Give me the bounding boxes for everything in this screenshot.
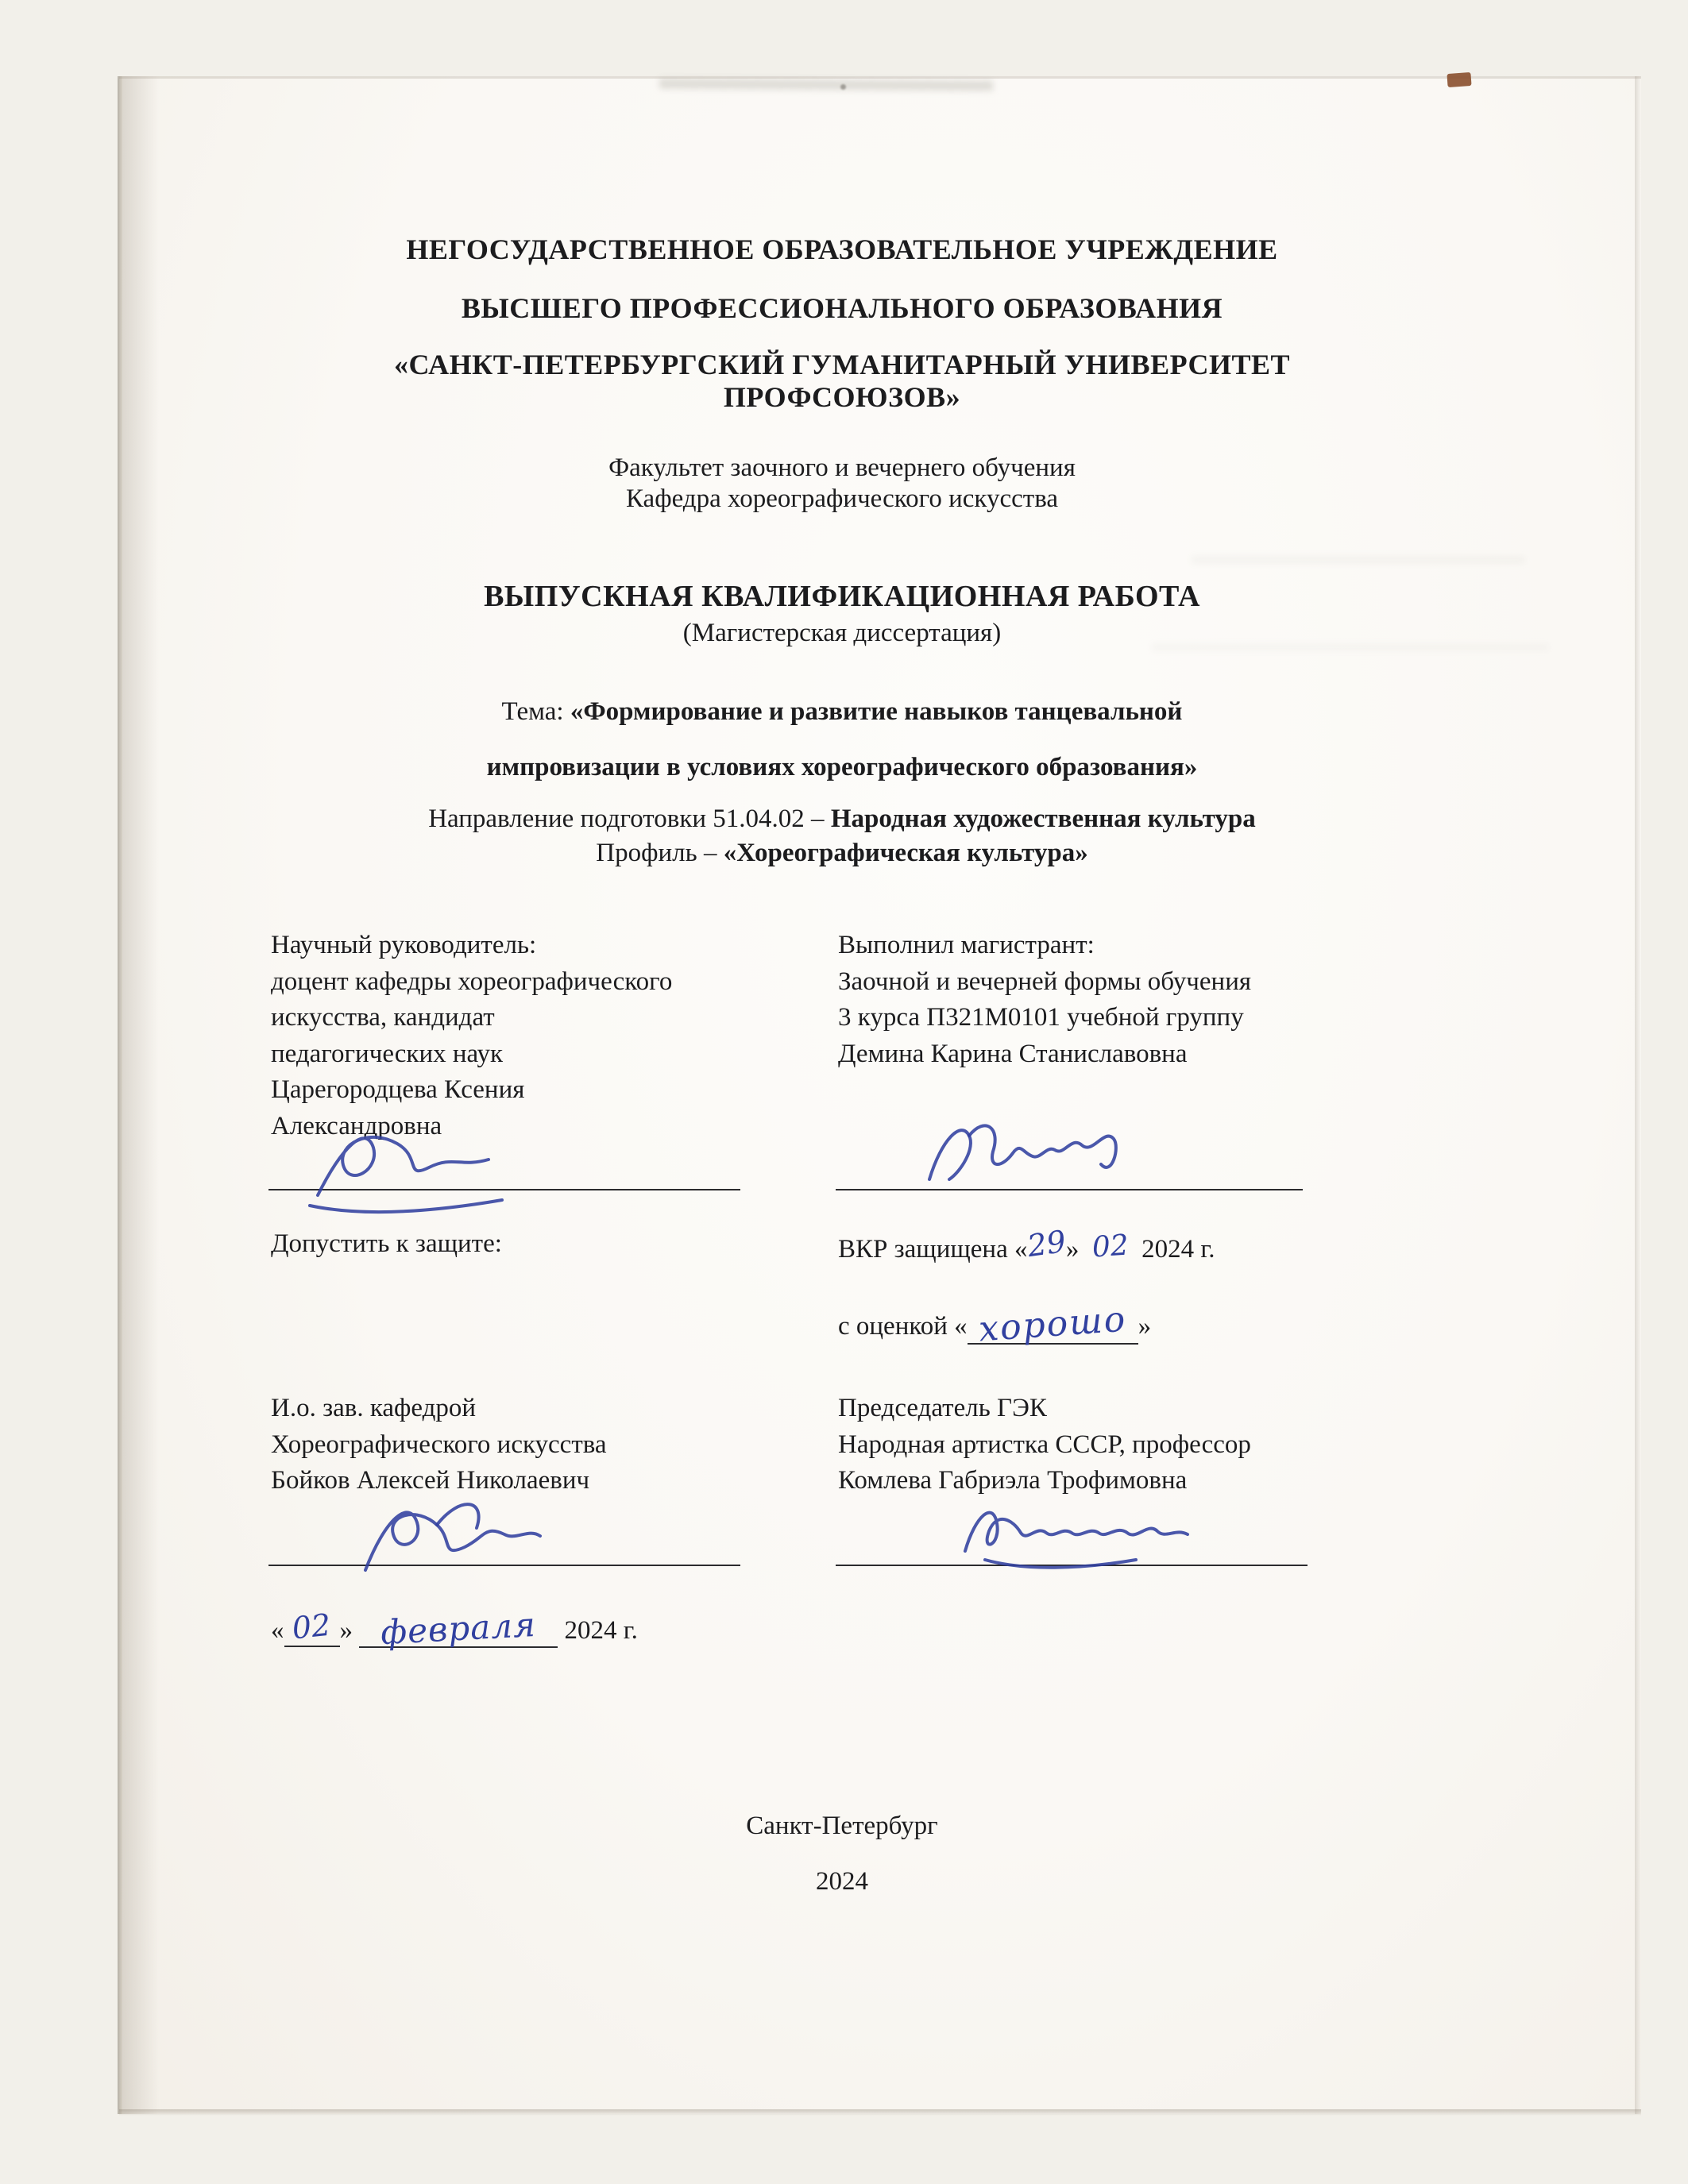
footer-city: Санкт-Петербург <box>746 1812 938 1840</box>
department-head-line: И.о. зав. кафедрой <box>271 1394 477 1422</box>
signature-supervisor <box>294 1100 532 1219</box>
institution-line1: НЕГОСУДАРСТВЕННОЕ ОБРАЗОВАТЕЛЬНОЕ УЧРЕЖДЕНИЕ <box>406 233 1278 265</box>
date-year: 2024 г. <box>564 1616 638 1645</box>
gek-chair-line: Народная артистка СССР, профессор <box>838 1430 1251 1459</box>
grade-field <box>968 1298 1138 1350</box>
date-day-field <box>284 1607 340 1647</box>
defense-prefix: ВКР защищена « <box>838 1235 1028 1264</box>
student-line: Демина Карина Станиславовна <box>838 1039 1188 1068</box>
page-left-shadow <box>122 76 159 2114</box>
institution-line3: «САНКТ-ПЕТЕРБУРГСКИЙ ГУМАНИТАРНЫЙ УНИВЕРСИТЕТ <box>393 349 1291 380</box>
direction-prefix: Направление подготовки 51.04.02 – <box>428 805 831 833</box>
page-top-edge <box>119 76 1641 79</box>
admission-label: Допустить к защите: <box>271 1229 502 1258</box>
date-quote-open: « <box>271 1616 284 1645</box>
theme-line2: импровизации в условиях хореографического образования» <box>486 753 1198 781</box>
faculty-line: Факультет заочного и вечернего обучения <box>608 453 1076 482</box>
scan-artifact-dot <box>840 84 846 90</box>
signature-student <box>914 1104 1152 1207</box>
scan-artifact <box>1192 556 1525 564</box>
gek-chair-line: Председатель ГЭК <box>838 1394 1047 1422</box>
defense-line <box>838 1223 1215 1264</box>
signature-head <box>342 1479 564 1590</box>
page-bottom-edge <box>119 2109 1641 2116</box>
supervisor-line: искусства, кандидат <box>271 1003 495 1032</box>
direction-line <box>191 805 1493 834</box>
student-block <box>838 928 1251 1072</box>
supervisor-line: педагогических наук <box>271 1039 504 1068</box>
corner-stain <box>1447 72 1471 87</box>
direction-bold: Народная художественная культура <box>830 805 1256 833</box>
department-head-line: Хореографического искусства <box>271 1430 607 1459</box>
work-subtitle: (Магистерская диссертация) <box>682 619 1002 647</box>
profile-line <box>191 839 1493 868</box>
institution-line4: ПРОФСОЮЗОВ» <box>723 381 961 413</box>
date-month-field <box>359 1604 558 1653</box>
institution-line2: ВЫСШЕГО ПРОФЕССИОНАЛЬНОГО ОБРАЗОВАНИЯ <box>461 292 1223 324</box>
defense-day-handwritten: 29 <box>1025 1223 1068 1264</box>
theme-label: Тема: <box>501 697 570 726</box>
theme-line1 <box>191 697 1493 727</box>
date-quote-close: » <box>339 1616 353 1645</box>
gek-chair-line: Комлева Габриэла Трофимовна <box>838 1466 1188 1495</box>
supervisor-line: Александровна <box>271 1111 442 1140</box>
work-title: ВЫПУСКНАЯ КВАЛИФИКАЦИОННАЯ РАБОТА <box>484 580 1200 613</box>
department-head-line: Бойков Алексей Николаевич <box>271 1466 590 1495</box>
supervisor-line: Царегородцева Ксения <box>271 1075 525 1104</box>
signature-chair <box>953 1484 1215 1579</box>
grade-suffix: » <box>1138 1312 1152 1341</box>
grade-handwritten: хорошо <box>977 1298 1128 1350</box>
grade-line <box>838 1298 1152 1350</box>
department-line: Кафедра хореографического искусства <box>625 484 1059 513</box>
student-line: Заочной и вечерней формы обучения <box>838 967 1252 996</box>
supervisor-line: доцент кафедры хореографического <box>271 967 673 996</box>
date-day-handwritten: 02 <box>290 1607 333 1646</box>
student-title: Выполнил магистрант: <box>838 931 1095 959</box>
student-line: 3 курса П321М0101 учебной группу <box>838 1003 1244 1032</box>
signing-date-line <box>271 1604 638 1653</box>
footer-year: 2024 <box>816 1867 868 1896</box>
defense-quote-close: » <box>1065 1235 1080 1264</box>
defense-month-handwritten: 02 <box>1091 1229 1130 1264</box>
theme-text-line1: «Формирование и развитие навыков танцевальной <box>570 697 1183 726</box>
profile-prefix: Профиль – <box>596 839 724 867</box>
supervisor-title: Научный руководитель: <box>271 931 537 959</box>
page-right-edge <box>1635 76 1641 2114</box>
defense-year: 2024 г. <box>1141 1235 1215 1264</box>
profile-bold: «Хореографическая культура» <box>723 839 1088 867</box>
grade-prefix: с оценкой « <box>838 1312 968 1341</box>
date-month-handwritten: февраля <box>380 1604 538 1653</box>
